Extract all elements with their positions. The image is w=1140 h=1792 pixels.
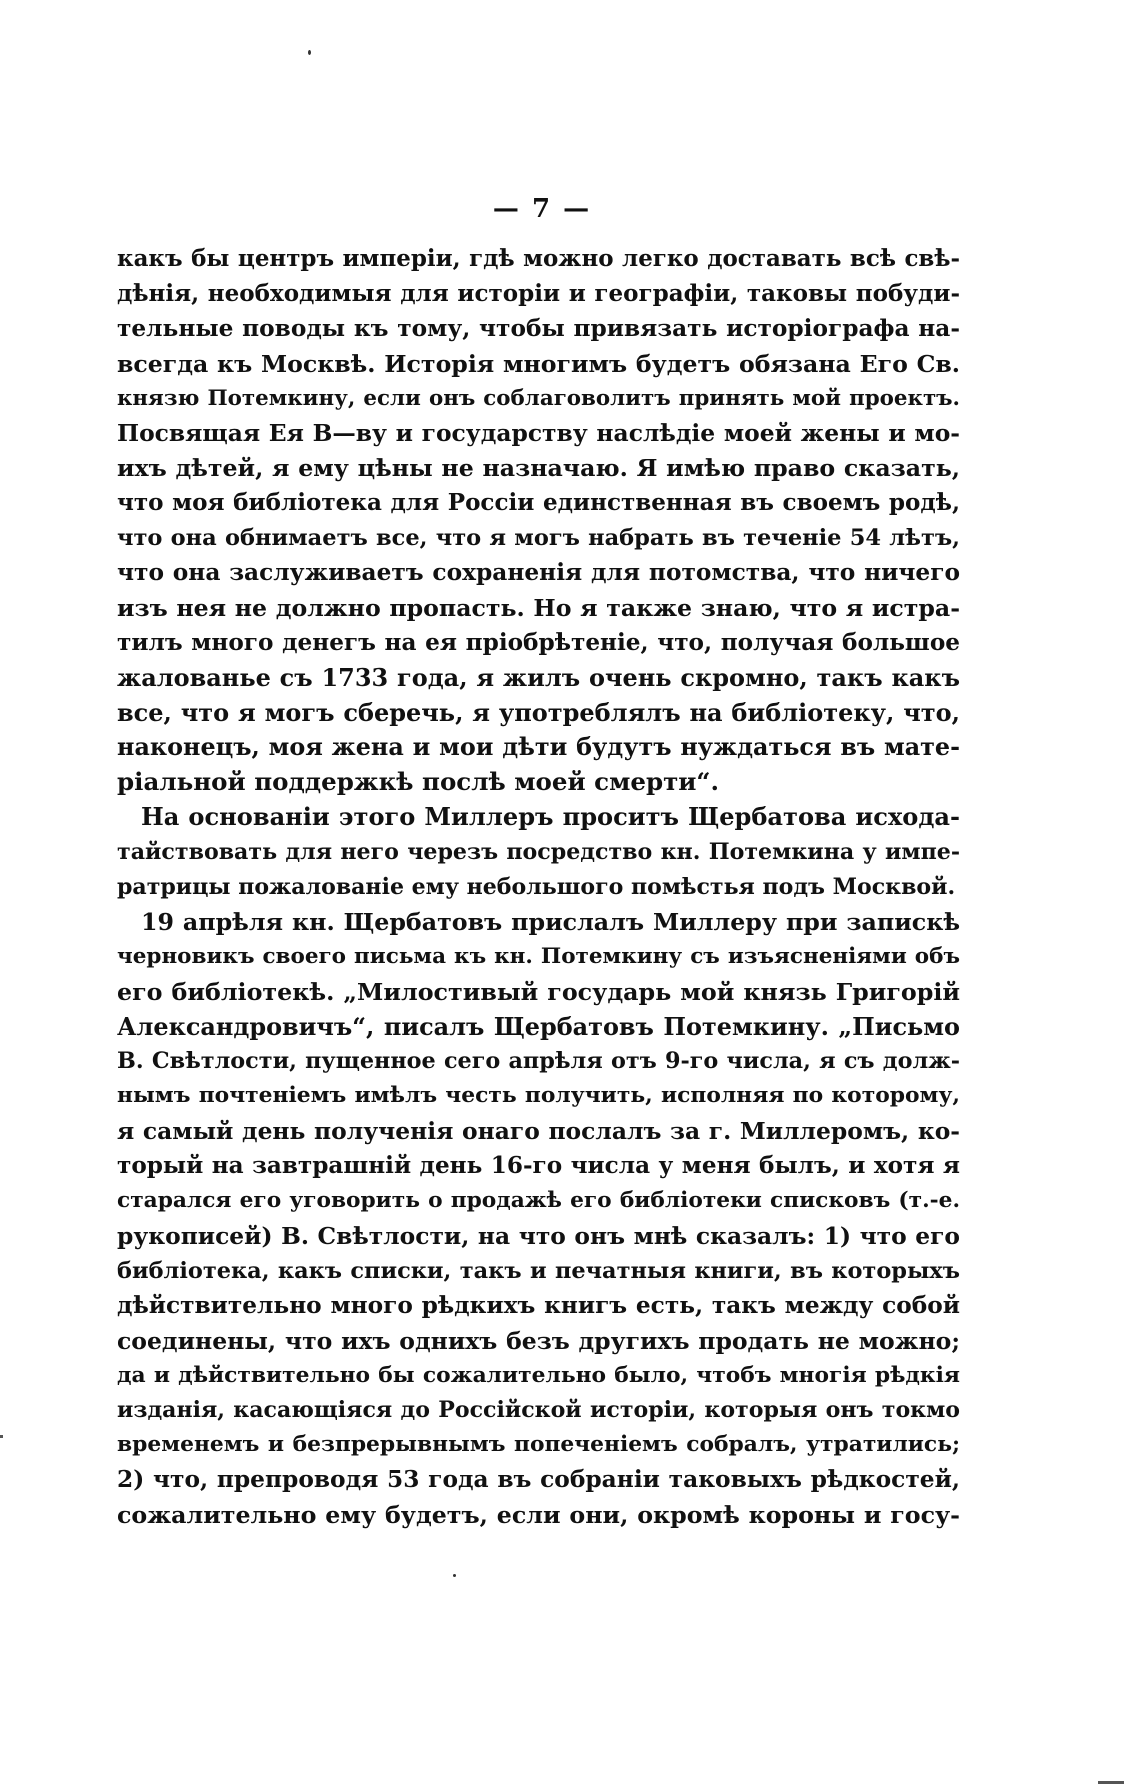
print-speck bbox=[308, 50, 311, 55]
text-line: дѣйствительно много рѣдкихъ книгъ есть, такъ между собой bbox=[117, 1291, 960, 1319]
text-line: На основаніи этого Миллеръ проситъ Щербатова исхода- bbox=[141, 802, 960, 832]
text-line: все, что я могъ сберечь, я употреблялъ на библіотеку, что, bbox=[117, 697, 960, 727]
text-line: ріальной поддержкѣ послѣ моей смерти“. bbox=[117, 767, 720, 797]
text-line: его библіотекѣ. „Милостивый государь мой князь Григорій bbox=[117, 977, 960, 1006]
text-line: временемъ и безпрерывнымъ попеченіемъ собралъ, утратились; bbox=[117, 1432, 960, 1458]
text-line: тельные поводы къ тому, чтобы привязать исторіографа на- bbox=[117, 314, 960, 342]
text-line: жалованье съ 1733 года, я жилъ очень скромно, такъ какъ bbox=[117, 662, 960, 692]
text-line: какъ бы центръ имперіи, гдѣ можно легко доставать всѣ свѣ- bbox=[117, 245, 960, 272]
scan-edge-mark bbox=[1098, 1781, 1124, 1784]
text-line: черновикъ своего письма къ кн. Потемкину съ изъясненіями объ bbox=[117, 943, 960, 969]
text-line: 19 апрѣля кн. Щербатовъ прислалъ Миллеру при запискѣ bbox=[141, 907, 960, 936]
text-line: 2) что, препроводя 53 года въ собраніи таковыхъ рѣдкостей, bbox=[117, 1466, 960, 1494]
text-line: что моя библіотека для Россіи единственная въ своемъ родѣ, bbox=[117, 489, 960, 517]
text-line: что она обнимаетъ все, что я могъ набрать въ теченіе 54 лѣтъ, bbox=[117, 525, 960, 552]
text-line: Посвящая Ея В—ву и государству наслѣдіе моей жены и мо- bbox=[117, 419, 960, 448]
text-line: торый на завтрашній день 16-го числа у меня былъ, и хотя я bbox=[117, 1152, 960, 1180]
text-line: старался его уговорить о продажѣ его библіотеки списковъ (т.-е. bbox=[117, 1188, 960, 1214]
text-line: я самый день полученія онаго послалъ за г. Миллеромъ, ко- bbox=[117, 1117, 960, 1146]
text-line: ихъ дѣтей, я ему цѣны не назначаю. Я имѣю право сказать, bbox=[117, 454, 960, 483]
text-line: тайствовать для него черезъ посредство кн. Потемкина у импе- bbox=[117, 839, 960, 866]
text-line: сожалительно ему будетъ, если они, окромѣ короны и госу- bbox=[117, 1501, 960, 1530]
text-line: всегда къ Москвѣ. Исторія многимъ будетъ обязана Его Св. bbox=[117, 349, 960, 378]
text-line: В. Свѣтлости, пущенное сего апрѣля отъ 9-го числа, я съ долж- bbox=[117, 1048, 960, 1075]
text-line: рукописей) В. Свѣтлости, на что онъ мнѣ сказалъ: 1) что его bbox=[117, 1221, 960, 1250]
text-line: ратрицы пожалованіе ему небольшого помѣстья подъ Москвой. bbox=[117, 874, 956, 901]
scan-edge-mark bbox=[0, 1435, 3, 1438]
text-line: нымъ почтеніемъ имѣлъ честь получить, исполняя по которому, bbox=[117, 1083, 960, 1109]
text-line: что она заслуживаетъ сохраненія для потомства, что ничего bbox=[117, 559, 960, 587]
text-line: библіотека, какъ списки, такъ и печатныя книги, въ которыхъ bbox=[117, 1257, 960, 1284]
text-line: изъ нея не должно пропасть. Но я также знаю, что я истра- bbox=[117, 593, 960, 622]
text-line: да и дѣйствительно бы сожалительно было, чтобъ многія рѣдкія bbox=[117, 1362, 960, 1388]
text-line: соединены, что ихъ однихъ безъ другихъ продать не можно; bbox=[117, 1326, 960, 1355]
text-line: изданія, касающіяся до Россійской исторіи, которыя онъ токмо bbox=[117, 1397, 960, 1424]
page-number: — 7 — bbox=[492, 194, 592, 224]
text-line: Александровичъ“, писалъ Щербатовъ Потемкину. „Письмо bbox=[117, 1012, 960, 1041]
text-line: дѣнія, необходимыя для исторіи и географіи, таковы побуди- bbox=[117, 279, 960, 307]
text-line: тилъ много денегъ на ея пріобрѣтеніе, что, получая большое bbox=[117, 628, 960, 656]
body-text bbox=[117, 242, 960, 1533]
print-speck bbox=[453, 1574, 456, 1577]
text-line: наконецъ, моя жена и мои дѣти будутъ нуждаться въ мате- bbox=[117, 733, 960, 762]
text-line: князю Потемкину, если онъ соблаговолитъ принять мой проектъ. bbox=[117, 385, 960, 411]
